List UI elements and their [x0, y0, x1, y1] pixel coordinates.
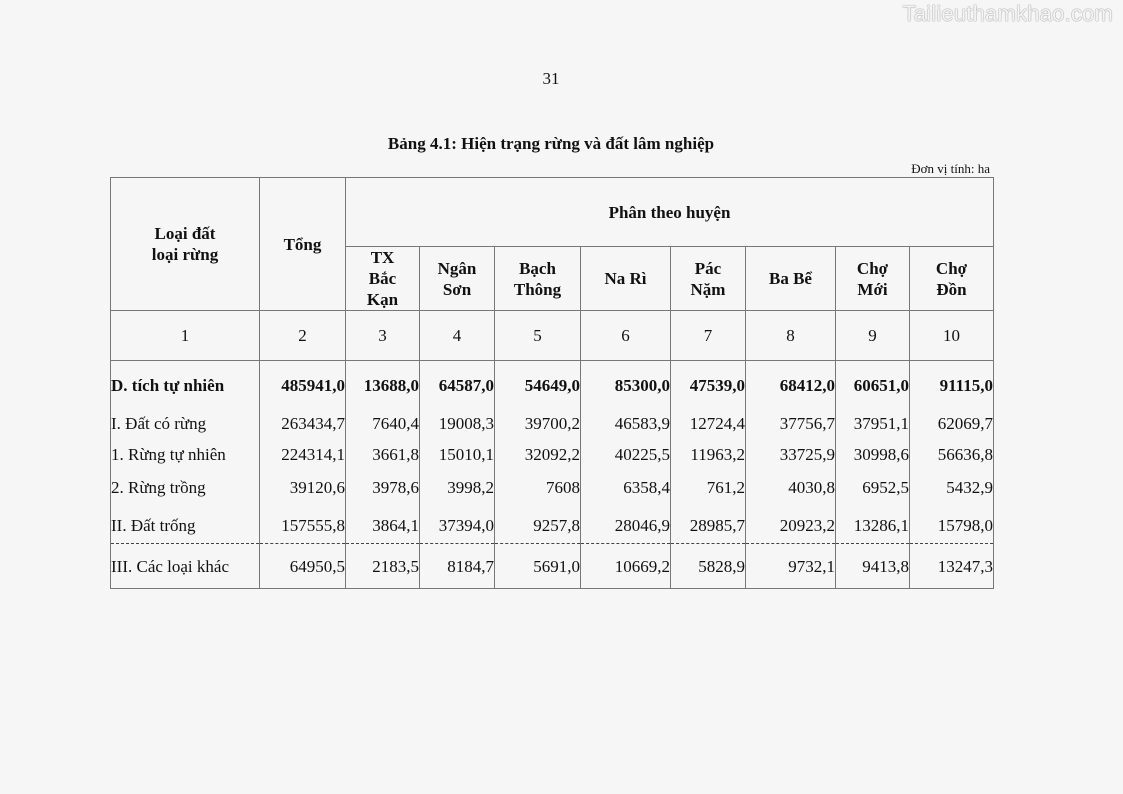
cell-value: 9413,8 — [836, 544, 910, 589]
cell-value: 12724,4 — [671, 407, 746, 440]
cell-value: 13688,0 — [346, 361, 420, 408]
cell-value: 30998,6 — [836, 440, 910, 468]
cell-value: 15798,0 — [910, 507, 994, 544]
cell-total: 157555,8 — [260, 507, 346, 544]
cell-value: 13247,3 — [910, 544, 994, 589]
cell-value: 9732,1 — [746, 544, 836, 589]
watermark: Tailieuthamkhao.com — [902, 1, 1113, 26]
cell-total: 263434,7 — [260, 407, 346, 440]
cell-value: 33725,9 — [746, 440, 836, 468]
cell-value: 37394,0 — [420, 507, 495, 544]
column-number: 1 — [111, 311, 260, 361]
cell-value: 32092,2 — [495, 440, 581, 468]
cell-value: 85300,0 — [581, 361, 671, 408]
forest-land-table — [110, 177, 994, 589]
column-number: 2 — [260, 311, 346, 361]
column-number: 7 — [671, 311, 746, 361]
page-number: 31 — [542, 69, 560, 88]
cell-value: 37756,7 — [746, 407, 836, 440]
cell-value: 6952,5 — [836, 468, 910, 507]
column-number: 6 — [581, 311, 671, 361]
cell-value: 4030,8 — [746, 468, 836, 507]
cell-value: 3998,2 — [420, 468, 495, 507]
table-row-planted-forest — [111, 468, 994, 507]
cell-value: 7608 — [495, 468, 581, 507]
cell-value: 5828,9 — [671, 544, 746, 589]
cell-value: 56636,8 — [910, 440, 994, 468]
row-label: I. Đất có rừng — [111, 407, 260, 440]
header-district: Chợ Đồn — [910, 247, 994, 311]
cell-value: 10669,2 — [581, 544, 671, 589]
column-number: 3 — [346, 311, 420, 361]
cell-value: 15010,1 — [420, 440, 495, 468]
cell-value: 11963,2 — [671, 440, 746, 468]
table-row-forested-land — [111, 407, 994, 440]
header-district: Ba Bể — [746, 247, 836, 311]
cell-value: 68412,0 — [746, 361, 836, 408]
header-district: Pác Nặm — [671, 247, 746, 311]
cell-value: 3978,6 — [346, 468, 420, 507]
cell-value: 64587,0 — [420, 361, 495, 408]
table-title: Bảng 4.1: Hiện trạng rừng và đất lâm nghiệp — [387, 134, 715, 153]
row-label: II. Đất trống — [111, 507, 260, 544]
cell-value: 47539,0 — [671, 361, 746, 408]
cell-total: 64950,5 — [260, 544, 346, 589]
header-land-type: Loại đất loại rừng — [111, 178, 260, 311]
cell-value: 46583,9 — [581, 407, 671, 440]
cell-value: 3864,1 — [346, 507, 420, 544]
column-number: 4 — [420, 311, 495, 361]
cell-value: 13286,1 — [836, 507, 910, 544]
cell-value: 7640,4 — [346, 407, 420, 440]
row-label: D. tích tự nhiên — [111, 361, 260, 408]
cell-value: 2183,5 — [346, 544, 420, 589]
cell-value: 28985,7 — [671, 507, 746, 544]
column-number: 9 — [836, 311, 910, 361]
cell-total: 39120,6 — [260, 468, 346, 507]
header-total: Tổng — [260, 178, 346, 311]
cell-value: 9257,8 — [495, 507, 581, 544]
cell-value: 54649,0 — [495, 361, 581, 408]
header-district: TX Bắc Kạn — [346, 247, 420, 311]
cell-value: 19008,3 — [420, 407, 495, 440]
cell-value: 62069,7 — [910, 407, 994, 440]
cell-value: 39700,2 — [495, 407, 581, 440]
cell-value: 37951,1 — [836, 407, 910, 440]
cell-value: 28046,9 — [581, 507, 671, 544]
cell-value: 8184,7 — [420, 544, 495, 589]
row-label: 1. Rừng tự nhiên — [111, 440, 260, 468]
row-label: 2. Rừng trồng — [111, 468, 260, 507]
column-number: 5 — [495, 311, 581, 361]
column-number: 10 — [910, 311, 994, 361]
header-district: Ngân Sơn — [420, 247, 495, 311]
cell-value: 20923,2 — [746, 507, 836, 544]
row-label: III. Các loại khác — [111, 544, 260, 589]
cell-total: 485941,0 — [260, 361, 346, 408]
header-district-group: Phân theo huyện — [346, 178, 994, 247]
cell-total: 224314,1 — [260, 440, 346, 468]
table-row-bare-land — [111, 507, 994, 544]
cell-value: 5691,0 — [495, 544, 581, 589]
unit-note: Đơn vị tính: ha — [911, 161, 990, 176]
cell-value: 3661,8 — [346, 440, 420, 468]
header-district: Bạch Thông — [495, 247, 581, 311]
cell-value: 60651,0 — [836, 361, 910, 408]
cell-value: 40225,5 — [581, 440, 671, 468]
cell-value: 6358,4 — [581, 468, 671, 507]
column-number: 8 — [746, 311, 836, 361]
table-row-total — [111, 361, 994, 408]
cell-value: 91115,0 — [910, 361, 994, 408]
cell-value: 5432,9 — [910, 468, 994, 507]
cell-value: 761,2 — [671, 468, 746, 507]
table-row-other-types — [111, 544, 994, 589]
header-district: Na Rì — [581, 247, 671, 311]
header-district: Chợ Mới — [836, 247, 910, 311]
table-row-natural-forest — [111, 440, 994, 468]
